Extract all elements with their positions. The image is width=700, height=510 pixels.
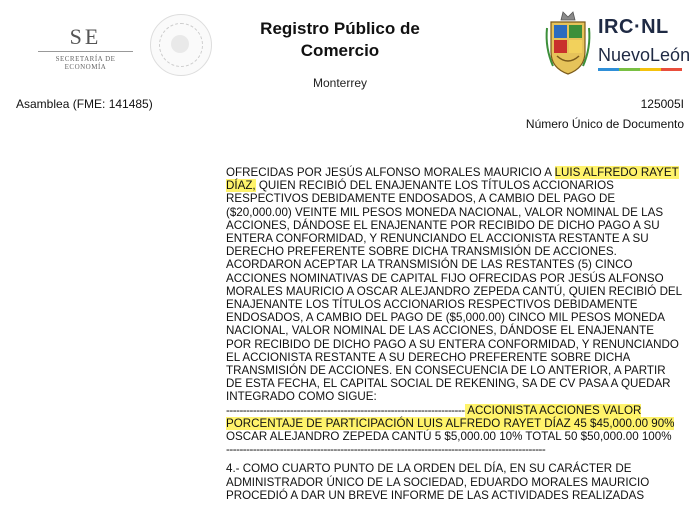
document-number-caption: Número Único de Documento — [525, 117, 684, 131]
se-logo-divider — [38, 51, 133, 52]
paragraph-transfer — [226, 166, 682, 404]
secretaria-economia-logo — [38, 24, 133, 71]
dash-separator: ----------------------------------------------------------------------- — [226, 403, 465, 417]
title-line-2: Comercio — [300, 41, 380, 60]
irc-logo-text: IRC·NL — [598, 16, 669, 38]
paragraph-text: QUIEN RECIBIÓ DEL ENAJENANTE LOS TÍTULOS ACCIONARIOS RESPECTIVOS DEBIDAMENTE ENDOSADOS, A CAMBIO DEL PAGO DE ($20,000.00) VEINTE MIL PESOS MONEDA NACIONAL, VALOR NOMINAL DE LAS ACCIONES, DÁNDOSE EL ENAJENANTE POR RECIBIDO DE DICHO PAGO A SU ENTERA CONFORMIDAD, Y RENUNCIANDO EL ACCIONISTA RESTANTE A SU DERECHO PREFERENTE SOBRE DICHA TRANSMISIÓN DE ACCIONES. ACORDARON ACEPTAR LA TRANSMISIÓN DE LAS RESTANTES (5) CINCO ACCIONES NOMINATIVAS DE CAPITAL FIJO OFRECIDAS POR JESÚS ALFONSO MORALES MAURICIO A OSCAR ALEJANDRO ZEPEDA CANTÚ, QUIEN RECIBIÓ DEL ENAJENANTE LOS TÍTULOS ACCIONARIOS RESPECTIVOS DEBIDAMENTE ENDOSADOS, A CAMBIO DEL PAGO DE ($5,000.00) CINCO MIL PESOS MONEDA NACIONAL, VALOR NOMINAL DE LAS ACCIONES, DÁNDOSE EL ENAJENANTE POR RECIBIDO DE DICHO PAGO A SU ENTERA CONFORMIDAD, Y RENUNCIANDO EL ACCIONISTA RESTANTE A SU DERECHO PREFERENTE SOBRE DICHA TRANSMISIÓN DE ACCIONES. EN CONSECUENCIA DE LO ANTERIOR, A PARTIR DE ESTA FECHA, EL CAPITAL SOCIAL DE REKENING, SA DE CV PASA A QUEDAR INTEGRADO COMO SIGUE: — [226, 179, 682, 404]
title-line-1: Registro Público de — [260, 19, 420, 38]
nuevo-leon-logo-text: NuevoLeón — [598, 45, 691, 65]
paragraph-text: OSCAR ALEJANDRO ZEPEDA CANTÚ 5 $5,000.00 10% TOTAL 50 $50,000.00 100% — [226, 430, 672, 444]
highlighted-shareholders: ACCIONISTA ACCIONES VALOR PORCENTAJE DE PARTICIPACIÓN LUIS ALFREDO RAYET DÍAZ 45 $45,000.00 90% — [226, 403, 675, 430]
se-logo-text: SE — [69, 24, 102, 49]
assembly-label: Asamblea (FME: 141485) — [16, 97, 153, 111]
document-body — [226, 166, 682, 502]
document-header — [0, 0, 700, 92]
nuevo-leon-color-bar — [598, 68, 682, 71]
irc-nl-logo — [598, 16, 691, 76]
paragraph-text: OFRECIDAS POR JESÚS ALFONSO MORALES MAURICIO A — [226, 166, 555, 179]
document-number: 125005I — [640, 97, 684, 111]
highlighted-name: LUIS ALFREDO RAYET DÍAZ, — [226, 166, 679, 193]
paragraph-capital-table — [226, 404, 682, 444]
page-title — [215, 18, 465, 62]
city-label: Monterrey — [312, 76, 368, 90]
paragraph-fourth-point: 4.- COMO CUARTO PUNTO DE LA ORDEN DEL DÍA, EN SU CARÁCTER DE ADMINISTRADOR ÚNICO DE LA SOCIEDAD, EDUARDO MORALES MAURICIO PROCEDIÓ A DAR UN BREVE INFORME DE LAS ACTIVIDADES REALIZADAS — [226, 462, 650, 502]
national-seal-icon — [150, 14, 212, 76]
se-logo-subtitle: SECRETARÍA DE ECONOMÍA — [55, 55, 116, 71]
nuevo-leon-crest-icon — [543, 8, 593, 78]
dash-separator: ----------------------------------------------------------------------------------------------- — [226, 443, 546, 457]
